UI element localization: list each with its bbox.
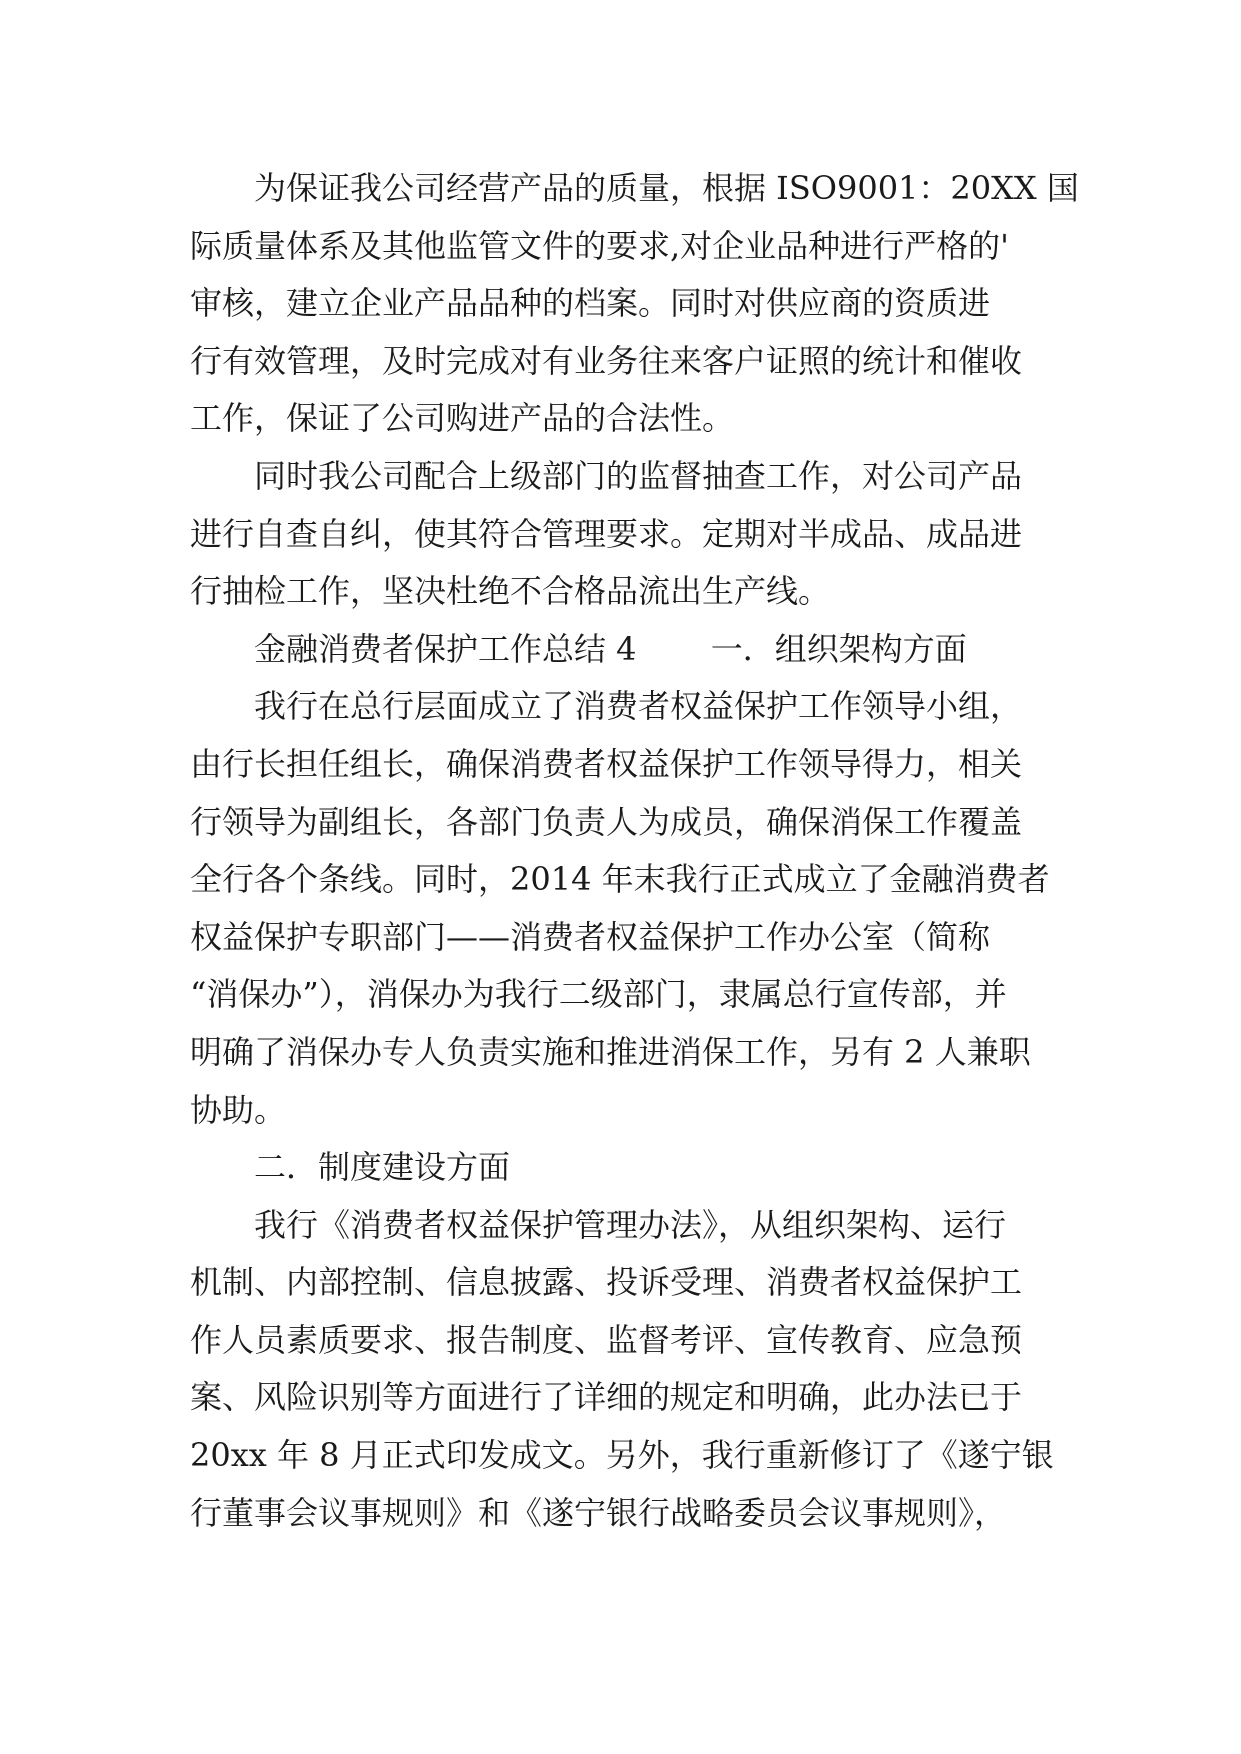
section-heading: 二．制度建设方面 bbox=[190, 1148, 511, 1187]
text-line: 协助。 bbox=[190, 1090, 287, 1129]
text-line: 行有效管理，及时完成对有业务往来客户证照的统计和催收 bbox=[190, 341, 1023, 380]
text-line: 同时我公司配合上级部门的监督抽查工作，对公司产品 bbox=[190, 456, 1023, 495]
text-line: 案、风险识别等方面进行了详细的规定和明确，此办法已于 bbox=[190, 1378, 1023, 1417]
section-heading: 金融消费者保护工作总结 4 一．组织架构方面 bbox=[190, 629, 967, 668]
text-line: 行董事会议事规则》和《遂宁银行战略委员会议事规则》， bbox=[190, 1493, 1007, 1532]
text-line: 我行《消费者权益保护管理办法》，从组织架构、运行 bbox=[190, 1205, 1007, 1244]
text-line: 工作，保证了公司购进产品的合法性。 bbox=[190, 399, 735, 438]
text-line: 权益保护专职部门——消费者权益保护工作办公室（简称 bbox=[190, 917, 991, 956]
text-line: 由行长担任组长，确保消费者权益保护工作领导得力，相关 bbox=[190, 744, 1023, 783]
text-line: 20xx 年 8 月正式印发成文。另外，我行重新修订了《遂宁银 bbox=[190, 1436, 1054, 1475]
text-line: 我行在总行层面成立了消费者权益保护工作领导小组， bbox=[190, 687, 1023, 726]
text-line: 审核，建立企业产品品种的档案。同时对供应商的资质进 bbox=[190, 284, 991, 323]
text-line: 行抽检工作，坚决杜绝不合格品流出生产线。 bbox=[190, 572, 831, 611]
text-line: 际质量体系及其他监管文件的要求,对企业品种进行严格的' bbox=[190, 226, 1009, 265]
text-line: “消保办”），消保办为我行二级部门，隶属总行宣传部，并 bbox=[190, 975, 1007, 1014]
document-body bbox=[190, 160, 1090, 1542]
text-line: 作人员素质要求、报告制度、监督考评、宣传教育、应急预 bbox=[190, 1320, 1023, 1359]
text-line: 机制、内部控制、信息披露、投诉受理、消费者权益保护工 bbox=[190, 1263, 1023, 1302]
text-line: 全行各个条线。同时，2014 年末我行正式成立了金融消费者 bbox=[190, 860, 1050, 899]
text-line: 进行自查自纠，使其符合管理要求。定期对半成品、成品进 bbox=[190, 514, 1023, 553]
text-line: 明确了消保办专人负责实施和推进消保工作，另有 2 人兼职 bbox=[190, 1032, 1031, 1071]
text-line: 行领导为副组长，各部门负责人为成员，确保消保工作覆盖 bbox=[190, 802, 1023, 841]
text-line: 为保证我公司经营产品的质量，根据 ISO9001：20XX 国 bbox=[190, 169, 1079, 207]
